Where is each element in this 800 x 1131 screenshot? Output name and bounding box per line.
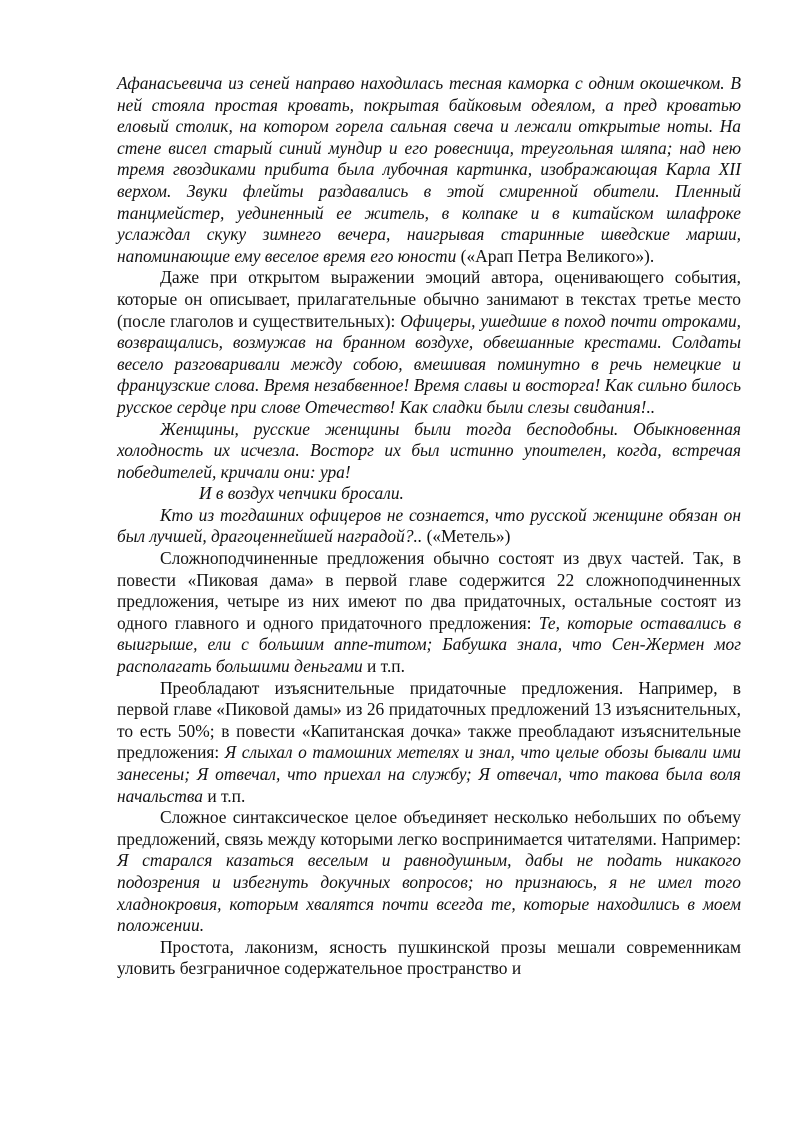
paragraph-3	[117, 419, 741, 484]
body-text: Простота, лаконизм, ясность пушкинской прозы мешали современникам уловить безграничное содержательное пространство и	[117, 936, 741, 979]
body-text: Даже при открытом выражении эмоций автора, оценивающего события, которые он описывает, прилагательные обычно занимают в текстах третье место (после глаголов и существительных):	[117, 267, 741, 331]
body-text: и т.п.	[362, 656, 405, 677]
paragraph-5	[117, 505, 741, 548]
quote-text: Женщины, русские женщины были тогда бесподобны. Обыкновенная холодность их исчезла. Восторг их был истинно упоителен, когда, встречая победителей, кричали они: ура!	[117, 418, 741, 482]
paragraph-8	[117, 807, 741, 937]
body-text: Сложноподчиненные предложения обычно состоят из двух частей. Так, в повести «Пиковая дама» в первой главе содержится 22 сложноподчиненных предложения, четыре из них имеют по два придаточных, остальные состоят из одного главного и одного придаточного предложения:	[117, 548, 741, 633]
verse-line: И в воздух чепчики бросали.	[199, 483, 404, 504]
source-reference: («Метель»)	[422, 526, 511, 547]
paragraph-4	[117, 483, 741, 505]
quote-text: Я старался казаться веселым и равнодушным, дабы не подать никакого подозрения и избегнуть докучных вопросов; но признаюсь, я не имел того хладнокровия, которым хвалятся почти всегда те, которые находились в моем положении.	[117, 850, 741, 936]
paragraph-6	[117, 548, 741, 678]
quote-text: Я слыхал о тамошних метелях и знал, что целые обозы бывали ими занесены; Я отвечал, что приехал на службу; Я отвечал, что такова была воля начальства	[117, 742, 742, 806]
paragraph-7	[117, 678, 741, 808]
body-text: Сложное синтаксическое целое объединяет несколько небольших по объему предложений, связь между которыми легко воспринимается читателями. Например:	[117, 807, 741, 849]
quote-text: Афанасьевича из сеней направо находилась тесная каморка с одним окошечком. В ней стояла простая кровать, покрытая байковым одеялом, а пред кроватью еловый столик, на котором горела сальная свеча и лежали открытые ноты. На стене висел старый синий мундир и его ровесница, треугольная шляпа; над нею тремя гвоздиками прибита была лубочная картинка, изображающая Карла XII верхом. Звуки флейты раздавались в этой смиренной обители. Пленный танцмейстер, уединенный ее житель, в колпаке и в китайском шлафроке услаждал скуку зимнего вечера, наигрывая старинные шведские марши, напоминающие ему веселое время его юности	[117, 73, 741, 266]
paragraph-1	[117, 73, 741, 267]
quote-text: Те, которые оставались в выигрыше, ели с большим аппе-титом; Бабушка знала, что Сен-Жермен мог располагать большими деньгами	[117, 612, 741, 677]
body-text: и т.п.	[203, 785, 246, 806]
quote-text: Офицеры, ушедшие в поход почти отроками, возвращались, возмужав на бранном воздухе, обвешанные крестами. Солдаты весело разговаривали между собою, вмешивая поминутно в речь немецкие и французские слова. Время незабвенное! Время славы и восторга! Как сильно билось русское сердце при слове Отечество! Как сладки были слезы свидания!..	[117, 310, 741, 417]
document-page	[117, 73, 741, 980]
paragraph-9	[117, 937, 741, 980]
quote-text: Кто из тогдашних офицеров не сознается, что русской женщине обязан он был лучшей, драгоценнейшей наградой?..	[117, 504, 741, 547]
source-reference: («Арап Петра Великого»).	[456, 245, 655, 266]
paragraph-2	[117, 267, 741, 418]
body-text: Преобладают изъяснительные придаточные предложения. Например, в первой главе «Пиковой дамы» из 26 придаточных предложений 13 изъяснительных, то есть 50%; в повести «Капитанская дочка» также преобладают изъяснительные предложения:	[117, 677, 741, 763]
